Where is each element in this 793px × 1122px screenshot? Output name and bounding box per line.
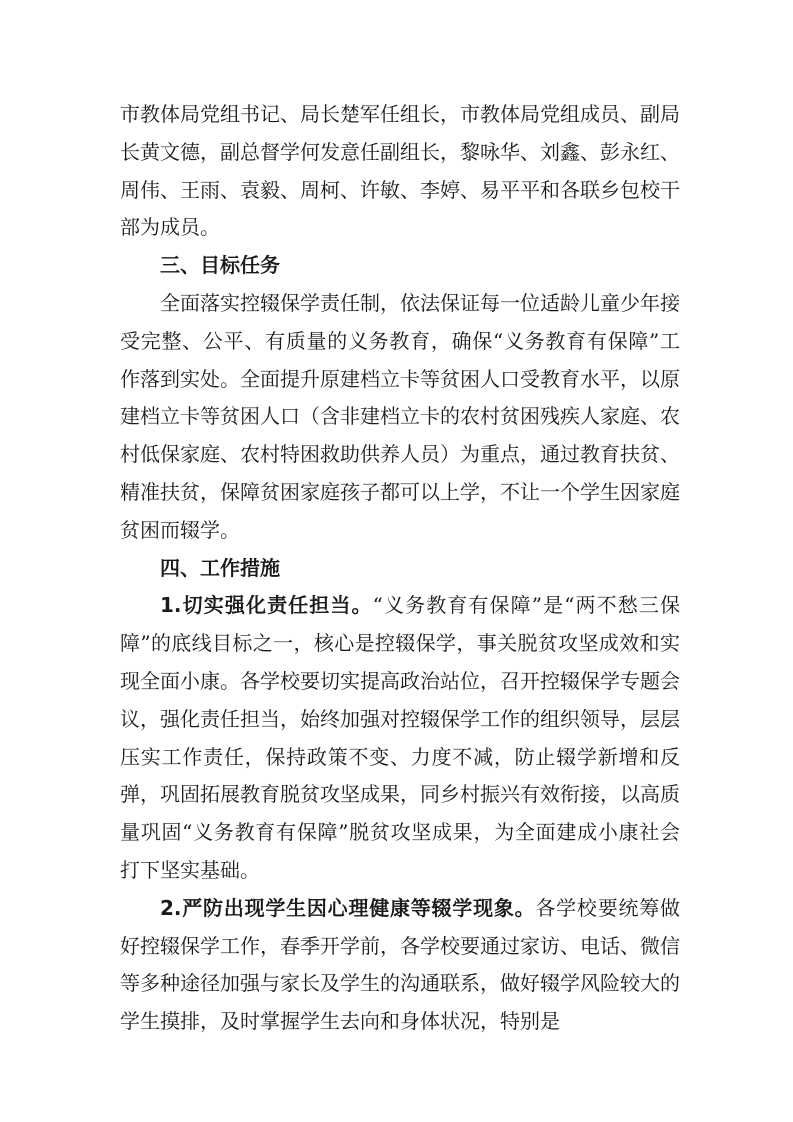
measure-2-lead: 2.严防出现学生因心理健康等辍学现象。 [160,895,536,920]
measure-2-text: 各学校要统筹做好控辍保学工作，春季开学前，各学校要通过家访、电话、微信等多种途径加强与家长及学生的沟通联系，做好辍学风险较大的学生摸排，及时掌握学生去向和身体状况，特别是 [120,895,681,1034]
section-heading-goals: 三、目标任务 [160,253,280,278]
goals-paragraph: 全面落实控辍保学责任制，依法保证每一位适龄儿童少年接受完整、公平、有质量的义务教育，确保“义务教育有保障”工作落到实处。全面提升原建档立卡等贫困人口受教育水平，以原建档立卡等贫困人口（含非建档立卡的农村贫困残疾人家庭、农村低保家庭、农村特困救助供养人员）为重点，通过教育扶贫、精准扶贫，保障贫困家庭孩子都可以上学，不让一个学生因家庭贫困而辍学。 [120,290,680,542]
measure-1-lead: 1.切实强化责任担当。 [160,593,373,618]
measure-1-text: “义务教育有保障”是“两不愁三保障”的底线目标之一，核心是控辍保学，事关脱贫攻坚成效和实现全面小康。各学校要切实提高政治站位，召开控辍保学专题会议，强化责任担当，始终加强对控辍保学工作的组织领导，层层压实工作责任，保持政策不变、力度不减，防止辍学新增和反弹，巩固拓展教育脱贫攻坚成果，同乡村振兴有效衔接，以高质量巩固“义务教育有保障”脱贫攻坚成果，为全面建成小康社会打下坚实基础。 [120,593,680,882]
members-paragraph: 市教体局党组书记、局长楚军任组长，市教体局党组成员、副局长黄文德，副总督学何发意任副组长，黎咏华、刘鑫、彭永红、周伟、王雨、袁毅、周柯、许敏、李婷、易平平和各联乡包校干部为成员。 [120,102,680,240]
section-heading-measures: 四、工作措施 [160,555,280,580]
measure-2-paragraph [120,890,680,1041]
measure-1-paragraph [120,587,680,889]
document-body [120,96,680,1041]
